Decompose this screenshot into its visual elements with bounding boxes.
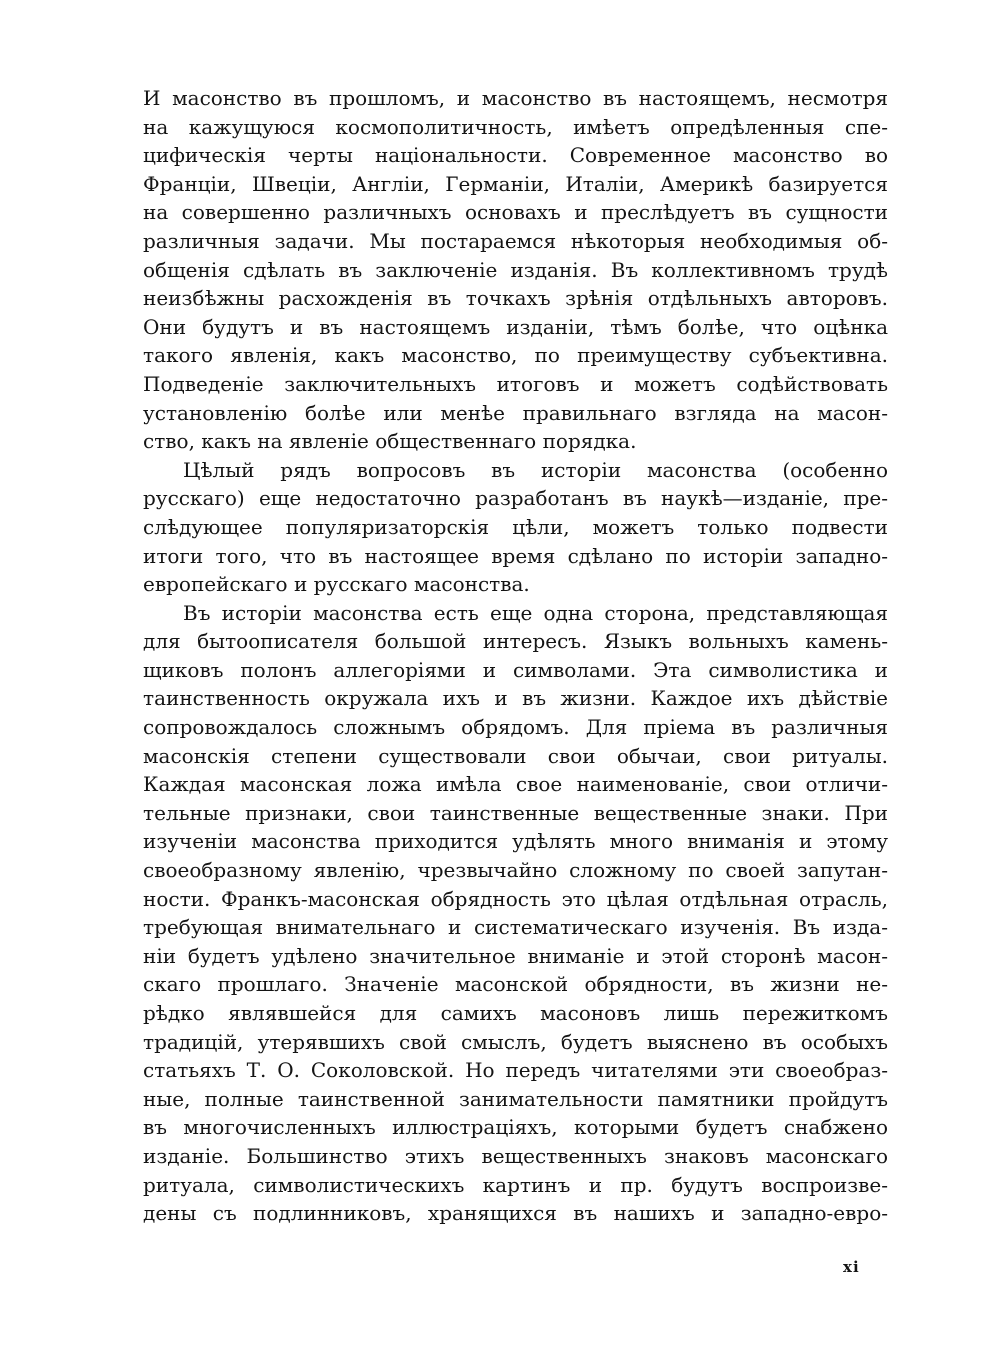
text-line: русскаго) еще недостаточно разработанъ въ наукѣ—изданіе, пре- bbox=[143, 486, 888, 511]
text-line: традицій, утерявшихъ свой смыслъ, будетъ выяснено въ особыхъ bbox=[143, 1029, 888, 1054]
text-line: тельные признаки, свои таинственные вещественные знаки. При bbox=[143, 800, 888, 825]
text-line: изученіи масонства приходится удѣлять много вниманія и этому bbox=[143, 829, 888, 854]
text-line: Въ исторіи масонства есть еще одна сторона, представляющая bbox=[183, 600, 888, 625]
text-line: щиковъ полонъ аллегоріями и символами. Эта символистика и bbox=[143, 657, 888, 682]
text-line: европейскаго и русскаго масонства. bbox=[143, 572, 530, 597]
text-line: требующая внимательнаго и систематическаго изученія. Въ изда- bbox=[143, 915, 888, 940]
text-line: въ многочисленныхъ иллюстраціяхъ, которыми будетъ снабжено bbox=[143, 1115, 888, 1140]
text-line: Франціи, Швеціи, Англіи, Германіи, Италіи, Америкѣ базируется bbox=[143, 171, 888, 196]
text-line: Они будутъ и въ настоящемъ изданіи, тѣмъ болѣе, что оцѣнка bbox=[143, 314, 888, 339]
text-line: ство, какъ на явленіе общественнаго порядка. bbox=[143, 429, 637, 454]
text-line: статьяхъ Т. О. Соколовской. Но передъ читателями эти своеобраз- bbox=[143, 1058, 888, 1083]
paragraph bbox=[143, 84, 888, 456]
text-line: слѣдующее популяризаторскія цѣли, можетъ только подвести bbox=[143, 514, 888, 539]
text-line: различныя задачи. Мы постараемся нѣкоторыя необходимыя об- bbox=[143, 228, 888, 253]
page-body-text bbox=[143, 84, 888, 1228]
text-line: общенія сдѣлать въ заключеніе изданія. Въ коллективномъ трудѣ bbox=[143, 257, 888, 282]
text-line: ности. Франкъ-масонская обрядность это цѣлая отдѣльная отрасль, bbox=[143, 886, 888, 911]
text-line: ритуала, символистическихъ картинъ и пр. будутъ воспроизве- bbox=[143, 1172, 888, 1197]
text-line: Каждая масонская ложа имѣла свое наименованіе, свои отличи- bbox=[143, 772, 888, 797]
text-line: сопровождалось сложнымъ обрядомъ. Для пріема въ различныя bbox=[143, 715, 888, 740]
text-line: для бытоописателя большой интересъ. Языкъ вольныхъ камень- bbox=[143, 629, 888, 654]
paragraph bbox=[143, 599, 888, 1228]
page-number: xi bbox=[843, 1258, 860, 1276]
text-line: рѣдко являвшейся для самихъ масоновъ лишь пережиткомъ bbox=[143, 1001, 888, 1025]
paragraph bbox=[143, 456, 888, 599]
text-line: скаго прошлаго. Значеніе масонской обрядности, въ жизни не- bbox=[143, 972, 888, 997]
text-line: ные, полные таинственной занимательности памятники пройдутъ bbox=[143, 1086, 888, 1111]
text-line: И масонство въ прошломъ, и масонство въ настоящемъ, несмотря bbox=[143, 86, 888, 110]
text-line: своеобразному явленію, чрезвычайно сложному по своей запутан- bbox=[143, 858, 888, 883]
text-line: Подведеніе заключительныхъ итоговъ и можетъ содѣйствовать bbox=[143, 371, 888, 396]
text-line: дены съ подлинниковъ, хранящихся въ нашихъ и западно-евро- bbox=[143, 1201, 888, 1226]
text-line: масонскія степени существовали свои обычаи, свои ритуалы. bbox=[143, 743, 888, 768]
text-line: на совершенно различныхъ основахъ и преслѣдуетъ въ сущности bbox=[143, 200, 888, 225]
text-line: установленію болѣе или менѣе правильнаго взгляда на масон- bbox=[143, 400, 888, 425]
text-line: таинственность окружала ихъ и въ жизни. Каждое ихъ дѣйствіе bbox=[143, 686, 888, 711]
text-line: изданіе. Большинство этихъ вещественныхъ знаковъ масонскаго bbox=[143, 1143, 888, 1168]
text-line: такого явленія, какъ масонство, по преимуществу субъективна. bbox=[143, 343, 888, 368]
text-line: Цѣлый рядъ вопросовъ въ исторіи масонства (особенно bbox=[183, 457, 888, 482]
text-line: ніи будетъ удѣлено значительное вниманіе и этой сторонѣ масон- bbox=[143, 943, 888, 968]
text-line: на кажущуюся космополитичность, имѣетъ опредѣленныя спе- bbox=[143, 114, 888, 139]
text-line: цифическія черты національности. Современное масонство во bbox=[143, 143, 888, 168]
text-line: неизбѣжны расхожденія въ точкахъ зрѣнія отдѣльныхъ авторовъ. bbox=[143, 286, 888, 311]
text-line: итоги того, что въ настоящее время сдѣлано по исторіи западно- bbox=[143, 543, 888, 568]
